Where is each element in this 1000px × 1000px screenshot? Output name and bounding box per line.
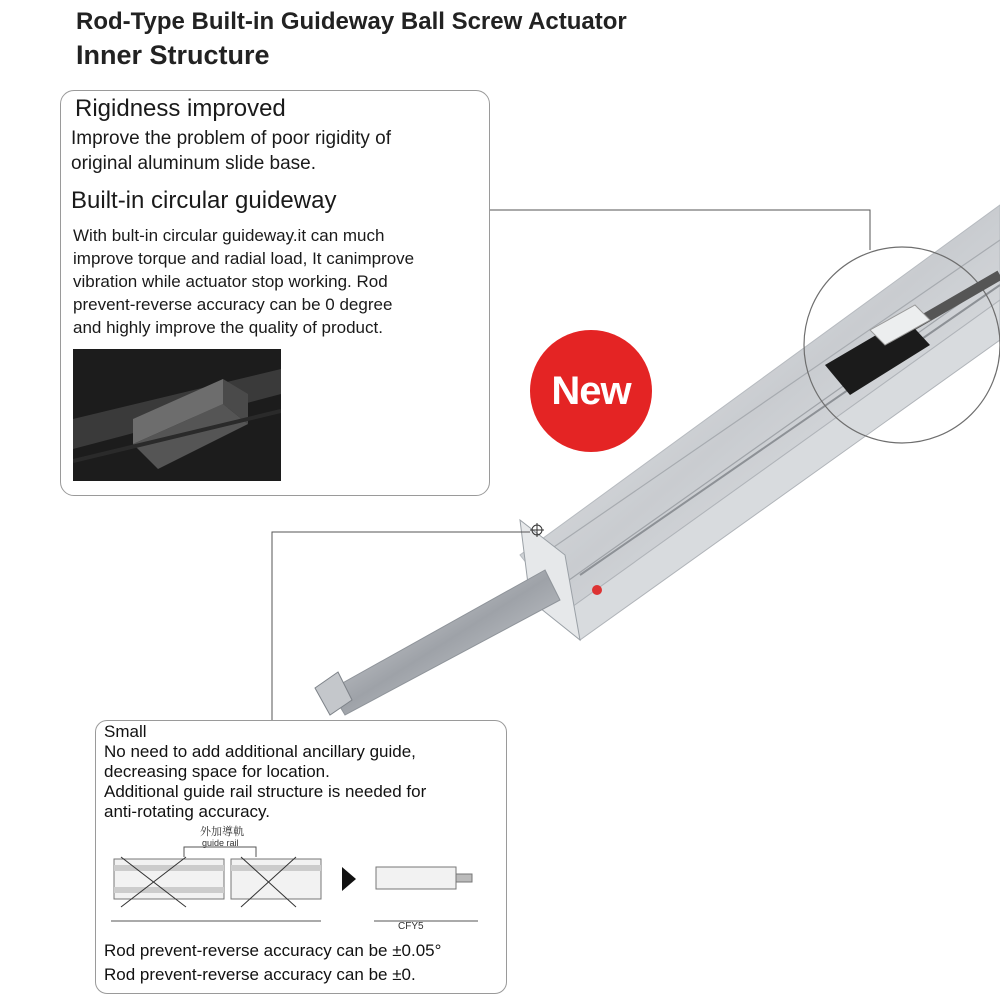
accuracy-new-text: Rod prevent-reverse accuracy can be ±0. (104, 965, 416, 984)
small-callout (95, 720, 507, 994)
callout-body-line: prevent-reverse accuracy can be 0 degree (73, 295, 393, 314)
model-label: CFY5 (398, 921, 424, 932)
callout-text-line: No need to add additional ancillary guide, (104, 742, 416, 761)
callout-body-line: and highly improve the quality of product. (73, 318, 383, 337)
callout-text-line: decreasing space for location. (104, 762, 330, 781)
callout-text-line: Additional guide rail structure is needed for (104, 782, 427, 801)
new-badge-label: New (551, 368, 631, 413)
guide-rail-label-en: guide rail (202, 838, 239, 848)
new-badge (530, 330, 652, 452)
arrow-right-icon (342, 867, 356, 891)
guideway-photo (73, 349, 281, 481)
leader-line-top (488, 210, 870, 250)
old-actuator-right (231, 857, 321, 907)
callout-text-line: anti-rotating accuracy. (104, 802, 270, 821)
callout-heading-rigidness: Rigidness improved (75, 95, 286, 122)
callout-body-line: With bult-in circular guideway.it can much (73, 226, 385, 245)
accuracy-old-text: Rod prevent-reverse accuracy can be ±0.05° (104, 941, 442, 960)
page-subtitle: Inner Structure (76, 40, 270, 70)
piston-rod (330, 570, 560, 715)
guide-rail-label-cn: 外加導軌 (200, 826, 244, 838)
callout-body-line: vibration while actuator stop working. Rod (73, 272, 388, 291)
old-actuator-left (114, 857, 224, 907)
page-title: Rod-Type Built-in Guideway Ball Screw Actuator (76, 8, 627, 35)
callout-text-line: original aluminum slide base. (71, 153, 317, 174)
callout-heading-guideway: Built-in circular guideway (71, 187, 337, 214)
rigidness-callout (60, 90, 490, 496)
callout-heading-small: Small (104, 722, 147, 741)
new-actuator-cfy5 (376, 867, 472, 889)
brand-logo-icon (592, 585, 602, 595)
callout-body-line: improve torque and radial load, It canimprove (73, 249, 415, 268)
callout-text-line: Improve the problem of poor rigidity of (71, 128, 391, 149)
comparison-diagram (96, 829, 506, 939)
